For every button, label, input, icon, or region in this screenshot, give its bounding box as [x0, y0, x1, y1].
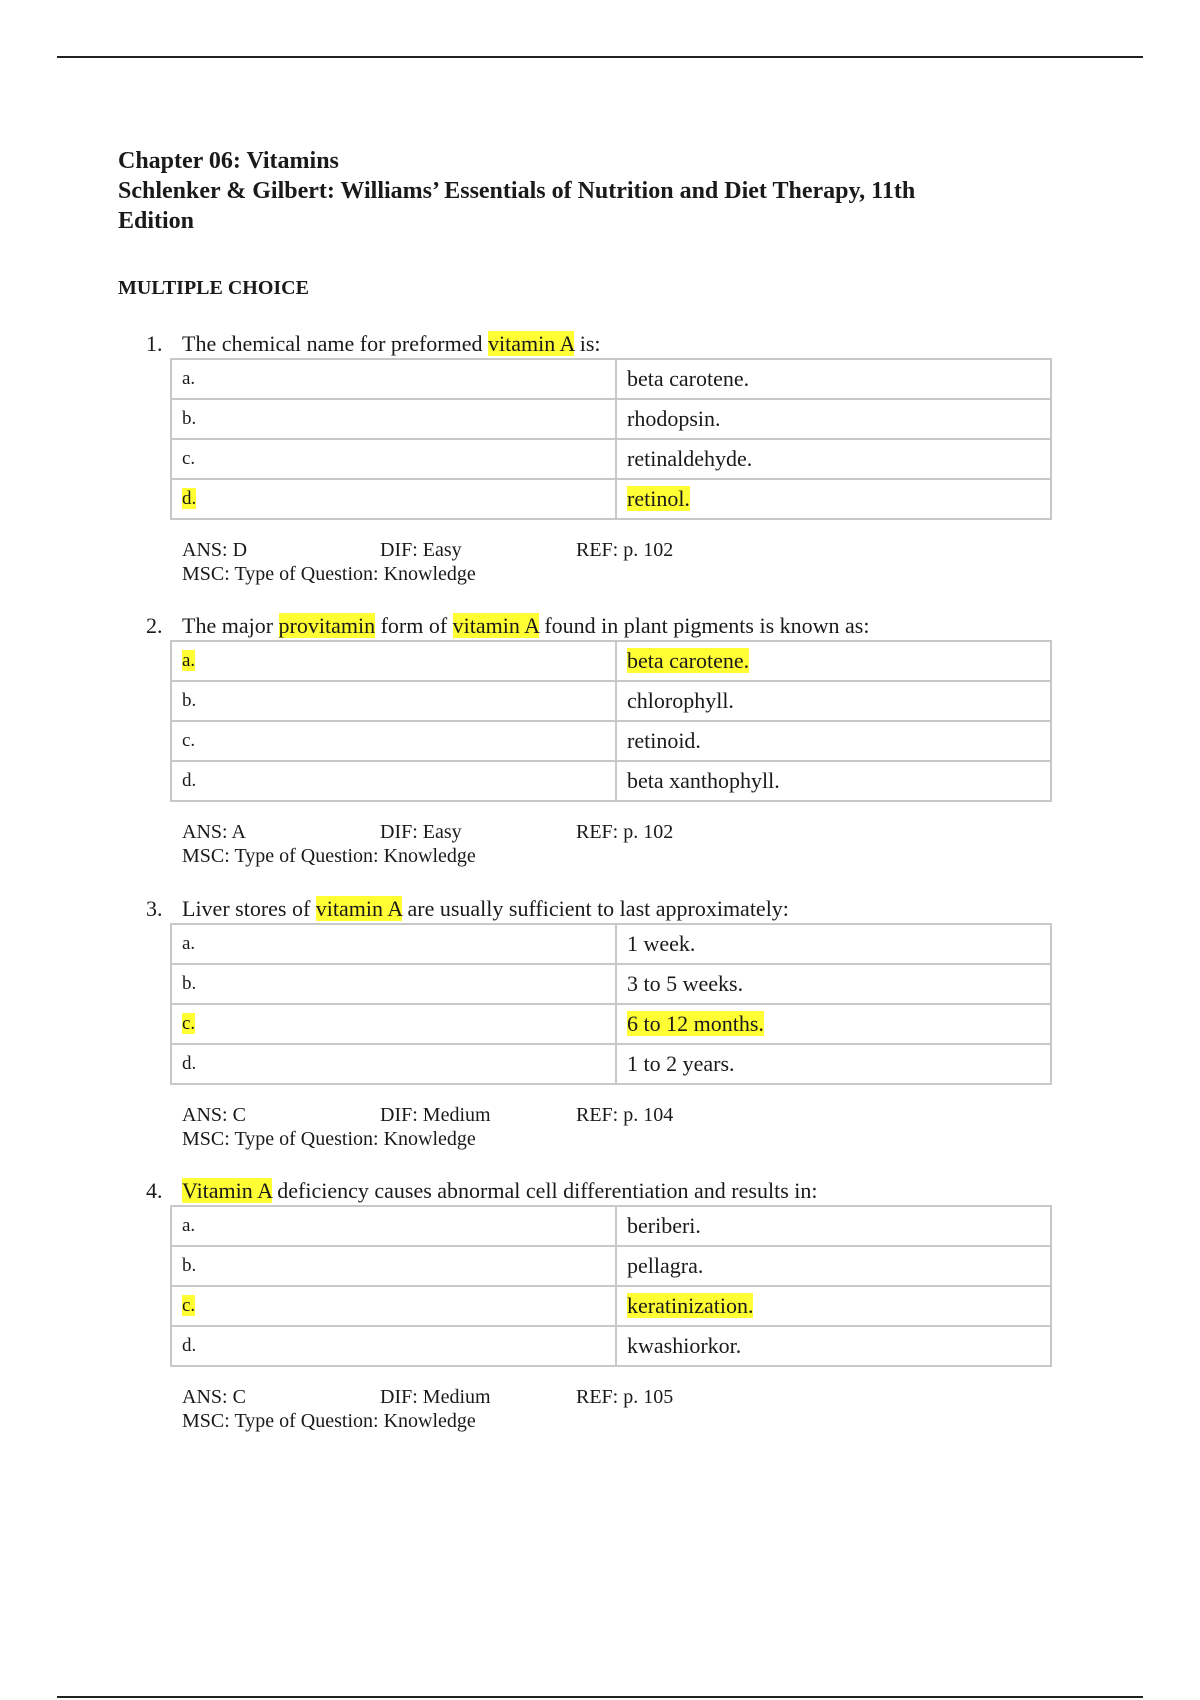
question-type-row: [182, 1127, 1058, 1151]
choice-answer-cell: [616, 439, 1051, 479]
choice-letter-cell: [171, 1286, 616, 1326]
choice-letter-cell: [171, 1246, 616, 1286]
question-type: MSC: Type of Question: Knowledge: [182, 845, 476, 867]
choice-answer: 6 to 12 months.: [627, 1011, 764, 1036]
highlighted-term: Vitamin A: [182, 1178, 272, 1203]
choice-answer-cell: [616, 359, 1051, 399]
answer-info-row: [182, 538, 1058, 562]
answer-metadata: [182, 1103, 1058, 1151]
answer-key: ANS: D: [182, 539, 248, 561]
highlighted-term: vitamin A: [452, 613, 539, 638]
choice-answer-cell: [616, 1004, 1051, 1044]
answer-info-row: [182, 1103, 1058, 1127]
choice-letter-cell: [171, 964, 616, 1004]
choice-row: [171, 681, 1051, 721]
answer-metadata: [182, 1385, 1058, 1433]
choices-table: [170, 923, 1052, 1085]
choice-letter: b.: [182, 690, 197, 711]
question-4: [146, 1177, 1058, 1433]
question-3: [146, 895, 1058, 1151]
choice-answer: retinaldehyde.: [627, 446, 753, 471]
choice-letter: b.: [182, 408, 197, 429]
choice-letter-cell: [171, 681, 616, 721]
choice-row: [171, 399, 1051, 439]
answer-info-row: [182, 1385, 1058, 1409]
answer-key: ANS: C: [182, 1104, 246, 1126]
choice-row: [171, 1206, 1051, 1246]
choice-letter: b.: [182, 1255, 197, 1276]
choice-answer: retinol.: [627, 486, 690, 511]
question-type: MSC: Type of Question: Knowledge: [182, 1128, 476, 1150]
answer-info-row: [182, 820, 1058, 844]
choice-row: [171, 479, 1051, 519]
question-text-segment: found in plant pigments is known as:: [538, 613, 870, 638]
question-text-segment: The major: [182, 613, 279, 638]
book-title-line-2: Edition: [118, 208, 195, 234]
choice-answer: rhodopsin.: [627, 406, 721, 431]
choice-row: [171, 1004, 1051, 1044]
highlighted-term: vitamin A: [488, 331, 575, 356]
choice-answer: beta xanthophyll.: [627, 768, 780, 793]
difficulty: DIF: Medium: [380, 1386, 491, 1408]
choice-answer: 1 to 2 years.: [627, 1051, 735, 1076]
question-1: [146, 330, 1058, 586]
question-text-segment: Liver stores of: [182, 896, 316, 921]
answer-key: ANS: A: [182, 821, 246, 843]
question-text: [146, 1177, 1058, 1205]
choice-answer-cell: [616, 964, 1051, 1004]
choice-answer: 3 to 5 weeks.: [627, 971, 744, 996]
question-number: 3.: [146, 896, 163, 921]
highlighted-term: provitamin: [278, 613, 376, 638]
question-type: MSC: Type of Question: Knowledge: [182, 1410, 476, 1432]
choice-letter-cell: [171, 479, 616, 519]
page-reference: REF: p. 102: [576, 539, 674, 561]
choice-letter-cell: [171, 924, 616, 964]
question-type: MSC: Type of Question: Knowledge: [182, 563, 476, 585]
choice-answer: retinoid.: [627, 728, 701, 753]
question-number: 2.: [146, 613, 163, 638]
choice-answer-cell: [616, 479, 1051, 519]
choice-answer: beriberi.: [627, 1213, 701, 1238]
section-title: MULTIPLE CHOICE: [118, 277, 309, 299]
choice-letter: a.: [182, 368, 196, 389]
document-header: [118, 146, 1058, 236]
choice-letter: b.: [182, 973, 197, 994]
question-text-segment: The chemical name for preformed: [182, 331, 489, 356]
question-text-segment: deficiency causes abnormal cell differentiation and results in:: [271, 1178, 818, 1203]
question-text: [146, 612, 1058, 640]
choice-letter-cell: [171, 359, 616, 399]
choice-answer: 1 week.: [627, 931, 696, 956]
choice-row: [171, 721, 1051, 761]
question-text: [146, 330, 1058, 358]
choice-letter-cell: [171, 1326, 616, 1366]
choice-letter-cell: [171, 761, 616, 801]
book-title-line-1: Schlenker & Gilbert: Williams’ Essentials of Nutrition and Diet Therapy, 11th: [118, 178, 916, 204]
choice-row: [171, 1326, 1051, 1366]
choice-letter: a.: [182, 650, 196, 671]
choice-letter: a.: [182, 933, 196, 954]
choice-answer-cell: [616, 641, 1051, 681]
choices-table: [170, 1205, 1052, 1367]
choice-answer: beta carotene.: [627, 648, 750, 673]
choice-answer-cell: [616, 1326, 1051, 1366]
choice-letter: d.: [182, 1053, 197, 1074]
answer-metadata: [182, 538, 1058, 586]
choice-letter-cell: [171, 641, 616, 681]
choice-row: [171, 1286, 1051, 1326]
choice-answer-cell: [616, 399, 1051, 439]
choice-letter-cell: [171, 399, 616, 439]
page-reference: REF: p. 104: [576, 1104, 674, 1126]
bottom-rule: [57, 1696, 1143, 1698]
answer-key: ANS: C: [182, 1386, 246, 1408]
choice-row: [171, 761, 1051, 801]
difficulty: DIF: Medium: [380, 1104, 491, 1126]
choice-answer: kwashiorkor.: [627, 1333, 742, 1358]
choice-row: [171, 924, 1051, 964]
page-reference: REF: p. 102: [576, 821, 674, 843]
choice-row: [171, 359, 1051, 399]
choice-answer-cell: [616, 1246, 1051, 1286]
choice-answer-cell: [616, 721, 1051, 761]
choice-answer-cell: [616, 1044, 1051, 1084]
question-type-row: [182, 1409, 1058, 1433]
choice-row: [171, 641, 1051, 681]
answer-metadata: [182, 820, 1058, 868]
choice-answer: chlorophyll.: [627, 688, 734, 713]
difficulty: DIF: Easy: [380, 539, 462, 561]
question-text: [146, 895, 1058, 923]
question-text-segment: are usually sufficient to last approximately:: [401, 896, 789, 921]
choice-answer-cell: [616, 681, 1051, 721]
question-type-row: [182, 562, 1058, 586]
chapter-title: Chapter 06: Vitamins: [118, 148, 339, 174]
question-number: 4.: [146, 1178, 163, 1203]
choice-letter: c.: [182, 448, 196, 469]
question-2: [146, 612, 1058, 868]
choice-row: [171, 1044, 1051, 1084]
choice-letter: c.: [182, 1295, 196, 1316]
question-text-segment: is:: [574, 331, 601, 356]
choice-letter-cell: [171, 439, 616, 479]
page-reference: REF: p. 105: [576, 1386, 674, 1408]
choice-answer: keratinization.: [627, 1293, 754, 1318]
choice-letter: d.: [182, 488, 197, 509]
choice-letter-cell: [171, 1206, 616, 1246]
choice-row: [171, 964, 1051, 1004]
highlighted-term: vitamin A: [315, 896, 402, 921]
choice-letter: d.: [182, 1335, 197, 1356]
difficulty: DIF: Easy: [380, 821, 462, 843]
choice-answer: pellagra.: [627, 1253, 704, 1278]
choices-table: [170, 640, 1052, 802]
choice-letter-cell: [171, 1004, 616, 1044]
question-type-row: [182, 844, 1058, 868]
choice-answer: beta carotene.: [627, 366, 750, 391]
choice-answer-cell: [616, 1206, 1051, 1246]
choices-table: [170, 358, 1052, 520]
question-text-segment: form of: [375, 613, 453, 638]
choice-letter: d.: [182, 770, 197, 791]
top-rule: [57, 56, 1143, 58]
choice-letter: c.: [182, 1013, 196, 1034]
question-number: 1.: [146, 331, 163, 356]
choice-row: [171, 1246, 1051, 1286]
choice-letter-cell: [171, 721, 616, 761]
choice-answer-cell: [616, 1286, 1051, 1326]
choice-answer-cell: [616, 761, 1051, 801]
choice-row: [171, 439, 1051, 479]
choice-answer-cell: [616, 924, 1051, 964]
choice-letter: a.: [182, 1215, 196, 1236]
choice-letter: c.: [182, 730, 196, 751]
choice-letter-cell: [171, 1044, 616, 1084]
